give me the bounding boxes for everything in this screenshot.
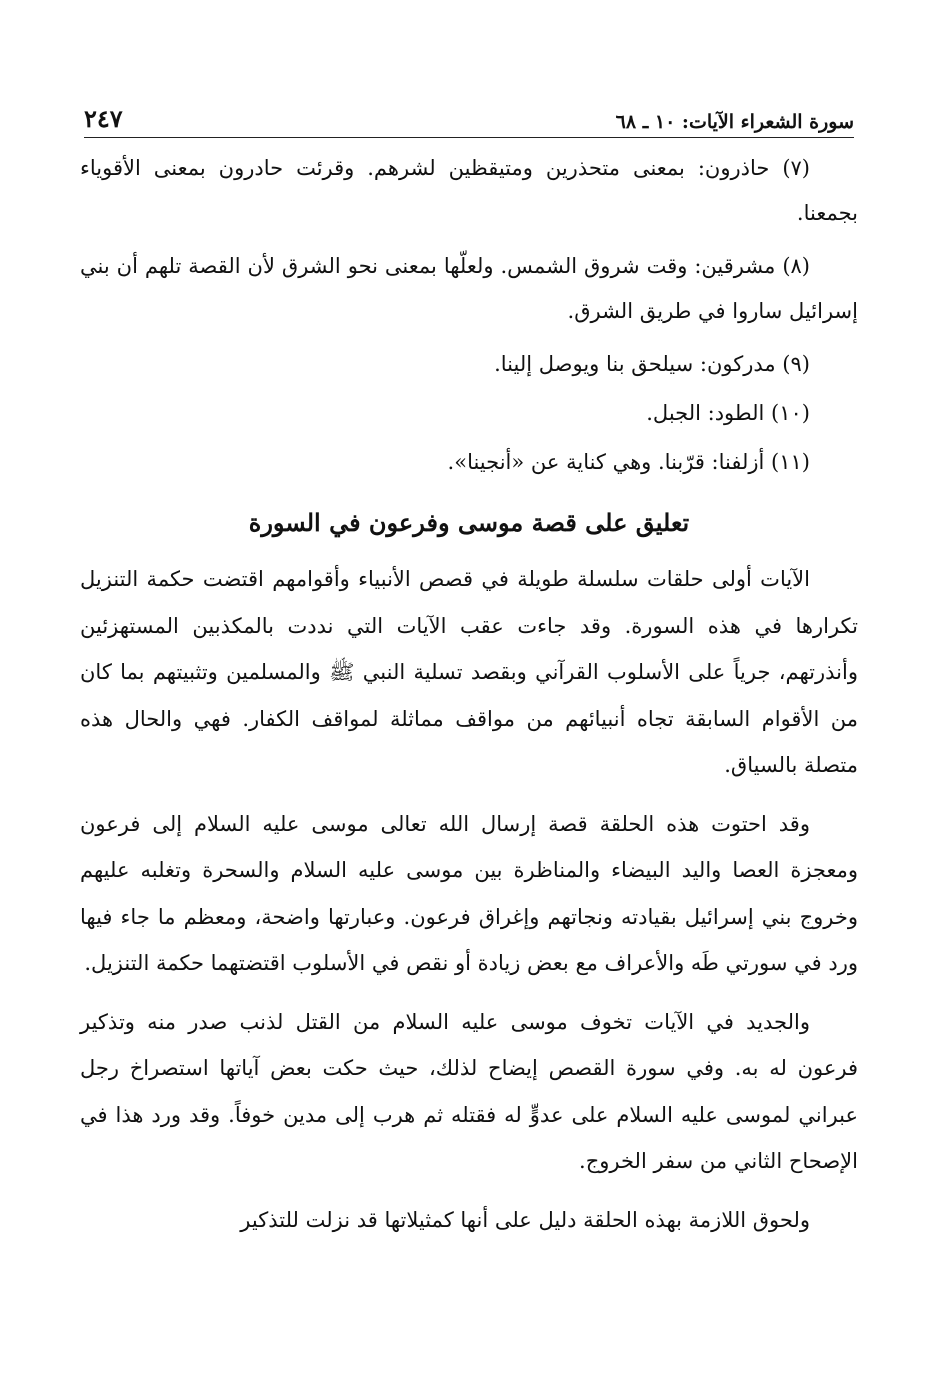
section-heading: تعليق على قصة موسى وفرعون في السورة [248,507,690,537]
footnote-8: (٨) مشرقين: وقت شروق الشمس. ولعلّها بمعنى نحو الشرق لأن القصة تلهم أن بني إسرائيل ساروا في طريق الشرق. [80,254,858,323]
paragraph-3: والجديد في الآيات تخوف موسى عليه السلام من القتل لذنب صدر منه وتذكير فرعون له به. وفي سورة القصص إيضاح لذلك، حيث حكت بعض آياتها استصراخ رجل عبراني لموسى عليه السلام على عدوٍّ له فقتله ثم هرب إلى مدين خوفاً. وقد ورد هذا في الإصحاح الثاني من سفر الخروج. [80,1009,858,1173]
running-header [84,98,854,138]
commentary-body [80,556,858,1255]
footnote-11: (١١) أزلفنا: قرّبنا. وهي كناية عن «أنجينا». [447,450,810,474]
paragraph-2: وقد احتوت هذه الحلقة قصة إرسال الله تعالى موسى عليه السلام إلى فرعون ومعجزة العصا واليد البيضاء والمناظرة بين موسى عليه السلام والسحرة وتغلبه عليهم وخروج بني إسرائيل بقيادته ونجاتهم وإغراق فرعون. وعبارتها واضحة، ومعظم ما جاء فيها ورد في سورتي طَه والأعراف مع بعض زيادة أو نقص في الأسلوب اقتضتهما حكمة التنزيل. [80,811,858,975]
page-number: ٢٤٧ [84,104,123,133]
footnote-9: (٩) مدركون: سيلحق بنا ويوصل إلينا. [494,352,810,376]
surah-title: سورة الشعراء الآيات: ١٠ ـ ٦٨ [615,111,854,133]
footnotes-section [80,146,858,489]
footnote-10: (١٠) الطود: الجبل. [646,401,810,425]
paragraph-1: الآيات أولى حلقات سلسلة طويلة في قصص الأنبياء وأقوامهم اقتضت حكمة التنزيل تكرارها في هذه السورة. وقد جاءت عقب الآيات التي نددت بالمكذبين المستهزئين وأنذرتهم، جرياً على الأسلوب القرآني وبقصد تسلية النبي ﷺ والمسلمين وتثبيتهم بما كان من الأقوام السابقة تجاه أنبيائهم من مواقف مماثلة لمواقف الكفار. فهي والحال هذه متصلة بالسياق. [80,567,858,777]
footnote-7: (٧) حاذرون: بمعنى متحذرين ومتيقظين لشرهم. وقرئت حادرون بمعنى الأقوياء بجمعنا. [80,156,858,225]
paragraph-4: ولحوق اللازمة بهذه الحلقة دليل على أنها كمثيلاتها قد نزلت للتذكير [240,1207,810,1232]
